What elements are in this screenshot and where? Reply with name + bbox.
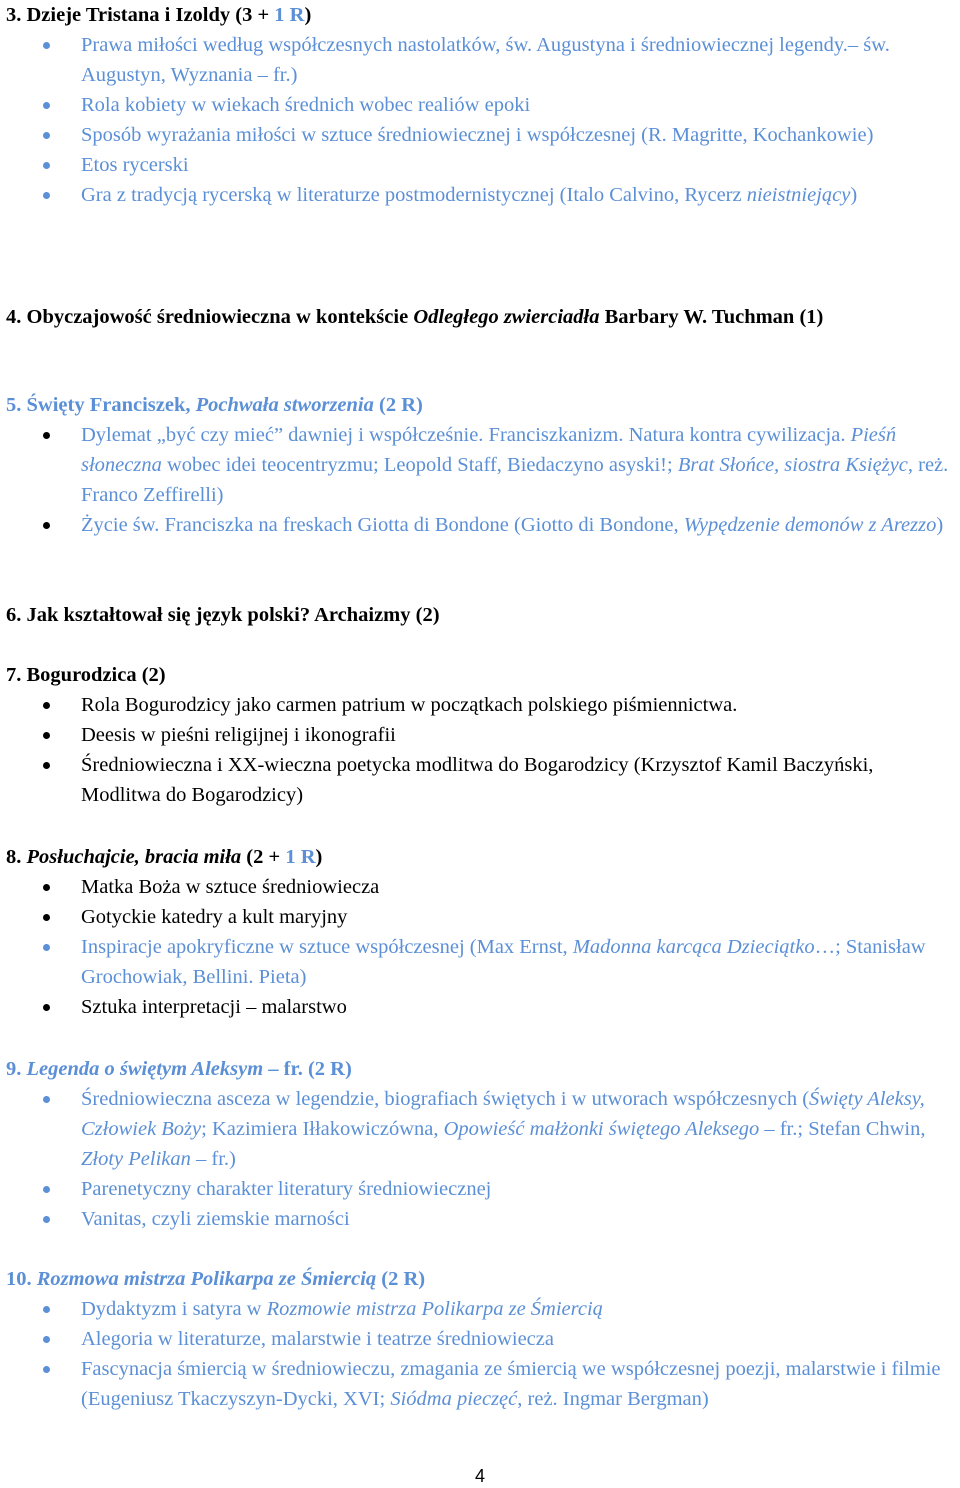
list-item: Dylemat „być czy mieć” dawniej i współcześnie. Franciszkanizm. Natura kontra cywilizacja. Pieśń słoneczna wobec idei teocentryzmu; Leopold Staff, Biedaczyno asyski!; Brat Słońce, siostra Księżyc, reż. Franco Zeffirelli) — [6, 420, 956, 510]
bullet-list — [6, 30, 956, 210]
page-number: 4 — [474, 1466, 485, 1486]
section-heading: 10. Rozmowa mistrza Polikarpa ze Śmiercią (2 R) — [6, 1268, 426, 1290]
section-heading: 6. Jak kształtował się język polski? Archaizmy (2) — [6, 604, 440, 626]
bullet-list — [6, 1294, 956, 1414]
section-heading: 4. Obyczajowość średniowieczna w kontekście Odległego zwierciadła Barbary W. Tuchman (1) — [6, 306, 824, 328]
list-item: Matka Boża w sztuce średniowiecza — [6, 872, 956, 902]
section-5 — [6, 390, 956, 540]
bullet-list — [6, 690, 956, 810]
list-item: Prawa miłości według współczesnych nastolatków, św. Augustyna i średniowiecznej legendy.– św. Augustyn, Wyznania – fr.) — [6, 30, 956, 90]
list-item: Inspiracje apokryficzne w sztuce współczesnej (Max Ernst, Madonna karcąca Dzieciątko…; Stanisław Grochowiak, Bellini. Pieta) — [6, 932, 956, 992]
list-item: Fascynacja śmiercią w średniowieczu, zmagania ze śmiercią we współczesnej poezji, malarstwie i filmie (Eugeniusz Tkaczyszyn-Dycki, XVI; Siódma pieczęć, reż. Ingmar Bergman) — [6, 1354, 956, 1414]
section-heading: 9. Legenda o świętym Aleksym – fr. (2 R) — [6, 1058, 352, 1080]
list-item: Życie św. Franciszka na freskach Giotta di Bondone (Giotto di Bondone, Wypędzenie demonów z Arezzo) — [6, 510, 956, 540]
list-item: Rola Bogurodzicy jako carmen patrium w początkach polskiego piśmiennictwa. — [6, 690, 956, 720]
section-6 — [6, 600, 956, 630]
section-title-note: 1 R — [274, 4, 305, 26]
section-8 — [6, 842, 956, 1022]
section-10 — [6, 1264, 956, 1414]
list-item: Średniowieczna i XX-wieczna poetycka modlitwa do Bogarodzicy (Krzysztof Kamil Baczyński, Modlitwa do Bogarodzicy) — [6, 750, 956, 810]
section-title-end: ) — [304, 4, 312, 26]
section-3 — [6, 0, 956, 210]
section-heading: 5. Święty Franciszek, Pochwała stworzenia (2 R) — [6, 394, 423, 416]
list-item: Vanitas, czyli ziemskie marności — [6, 1204, 956, 1234]
list-item: Deesis w pieśni religijnej i ikonografii — [6, 720, 956, 750]
section-4 — [6, 302, 956, 332]
section-7 — [6, 660, 956, 810]
list-item: Średniowieczna asceza w legendzie, biografiach świętych i w utworach współczesnych (Święty Aleksy, Człowiek Boży; Kazimiera Iłłakowiczówna, Opowieść małżonki świętego Aleksego – fr.; Stefan Chwin, Złoty Pelikan – fr.) — [6, 1084, 956, 1174]
list-item: Alegoria w literaturze, malarstwie i teatrze średniowiecza — [6, 1324, 956, 1354]
bullet-list — [6, 872, 956, 1022]
section-number: 3. — [6, 4, 22, 26]
list-item: Gotyckie katedry a kult maryjny — [6, 902, 956, 932]
section-heading: 8. Posłuchajcie, bracia miła (2 + 1 R) — [6, 846, 323, 868]
bullet-list — [6, 1084, 956, 1234]
section-title: Dzieje Tristana i Izoldy (3 + — [26, 4, 275, 26]
list-item: Sposób wyrażania miłości w sztuce średniowiecznej i współczesnej (R. Magritte, Kochankowie) — [6, 120, 956, 150]
bullet-list — [6, 420, 956, 540]
list-item: Sztuka interpretacji – malarstwo — [6, 992, 956, 1022]
list-item: Dydaktyzm i satyra w Rozmowie mistrza Polikarpa ze Śmiercią — [6, 1294, 956, 1324]
list-item: Etos rycerski — [6, 150, 956, 180]
list-item: Gra z tradycją rycerską w literaturze postmodernistycznej (Italo Calvino, Rycerz nieistniejący) — [6, 180, 956, 210]
list-item: Parenetyczny charakter literatury średniowiecznej — [6, 1174, 956, 1204]
list-item: Rola kobiety w wiekach średnich wobec realiów epoki — [6, 90, 956, 120]
section-9 — [6, 1054, 956, 1234]
section-heading: 7. Bogurodzica (2) — [6, 664, 166, 686]
section-heading — [6, 0, 956, 30]
